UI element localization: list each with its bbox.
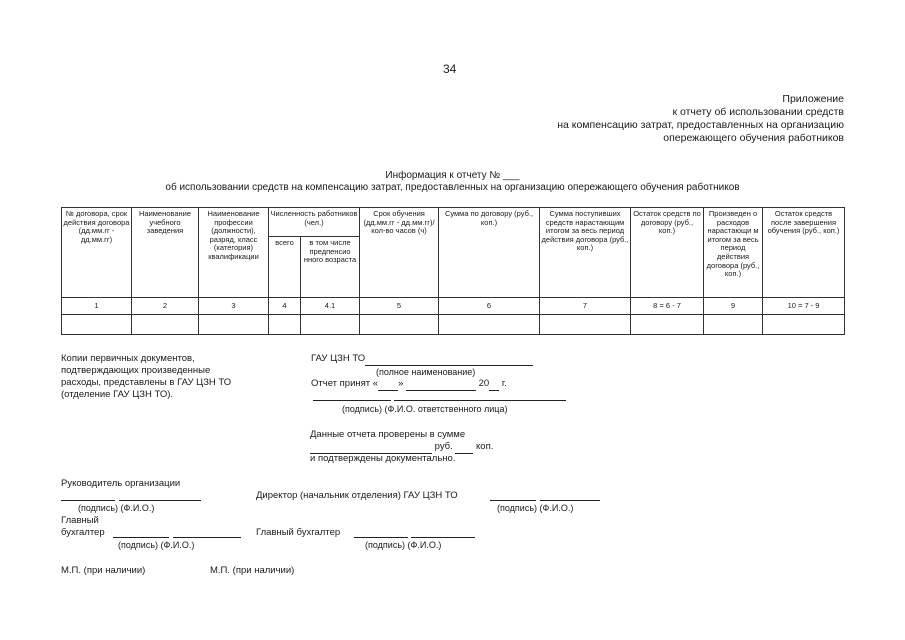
header-final-balance: Остаток средств после завершения обучения (руб., коп.): [763, 208, 845, 298]
chief-right-caption: (подпись) (Ф.И.О.): [365, 540, 442, 550]
responsible-name-field[interactable]: [394, 400, 566, 401]
head-org-name-field[interactable]: [119, 500, 201, 501]
director-name-field[interactable]: [540, 500, 600, 501]
column-number: 10 = 7 - 9: [763, 298, 845, 315]
documents-note: [61, 353, 231, 401]
head-org-caption: (подпись) (Ф.И.О.): [78, 503, 155, 513]
chief-accountant-right-label: Главный бухгалтер: [256, 527, 341, 538]
empty-cell[interactable]: [132, 315, 199, 335]
accepted-year-suffix: г.: [499, 378, 507, 389]
stamp-place-right: М.П. (при наличии): [210, 565, 295, 576]
header-institution: Наименование учебного заведения: [132, 208, 199, 298]
report-table: [61, 207, 845, 335]
header-employees-total: всего: [269, 237, 301, 298]
full-name-caption: (полное наименование): [376, 367, 476, 377]
appendix-line-2: к отчету об использовании средств: [672, 106, 844, 118]
header-expenses: Произведен о расходов нарастающи м итогом за весь период действия договора (руб., коп.): [704, 208, 763, 298]
column-number: 6: [439, 298, 540, 315]
appendix-block: [557, 93, 844, 145]
chief-left-signature-field[interactable]: [113, 537, 169, 538]
head-org-signature-field[interactable]: [61, 500, 115, 501]
responsible-caption: (подпись) (Ф.И.О. ответственного лица): [342, 404, 508, 414]
header-training-period: Срок обучения (дд.мм.гг - дд.мм.гг)/кол-во часов (ч): [360, 208, 439, 298]
gau-name-field[interactable]: [365, 353, 533, 366]
empty-cell[interactable]: [540, 315, 631, 335]
empty-cell[interactable]: [199, 315, 269, 335]
header-contract-sum: Сумма по договору (руб., коп.): [439, 208, 540, 298]
empty-cell[interactable]: [301, 315, 360, 335]
director-label: Директор (начальник отделения) ГАУ ЦЗН ТО: [256, 490, 458, 501]
gau-label: ГАУ ЦЗН ТО: [311, 353, 366, 364]
chief-left-caption: (подпись) (Ф.И.О.): [118, 540, 195, 550]
column-number: 5: [360, 298, 439, 315]
title-line-2: об использовании средств на компенсацию затрат, предоставленных на организацию опережающего обучения работников: [165, 182, 740, 193]
accepted-prefix: Отчет принят «: [311, 378, 379, 389]
documents-note-line-3: расходы, представлены в ГАУ ЦЗН ТО: [61, 377, 232, 388]
empty-cell[interactable]: [439, 315, 540, 335]
column-number: 4.1: [301, 298, 360, 315]
director-signature-field[interactable]: [490, 500, 536, 501]
header-profession: Наименование профессии (должности), разряд, класс (категория) квалификации: [199, 208, 269, 298]
appendix-line-4: опережающего обучения работников: [663, 132, 844, 144]
page-number: 34: [443, 62, 457, 76]
column-number: 9: [704, 298, 763, 315]
chief-left-name-field[interactable]: [173, 537, 241, 538]
column-number: 8 = 6 - 7: [631, 298, 704, 315]
chief-accountant-left-label: [61, 515, 105, 539]
director-caption: (подпись) (Ф.И.О.): [497, 503, 574, 513]
kop-label: коп.: [473, 441, 494, 452]
chief-right-signature-field[interactable]: [354, 537, 408, 538]
confirmed-line: и подтверждены документально.: [310, 453, 456, 464]
header-employees-preretirement: в том числе предпенсио нного возраста: [301, 237, 360, 298]
chief-right-name-field[interactable]: [411, 537, 475, 538]
column-number: 1: [62, 298, 132, 315]
documents-note-line-2: подтверждающих произведенные: [61, 365, 211, 376]
appendix-line-1: Приложение: [782, 93, 844, 105]
documents-note-line-4: (отделение ГАУ ЦЗН ТО).: [61, 389, 174, 400]
accepted-quote: »: [398, 378, 404, 389]
accepted-year-prefix: 20: [478, 378, 490, 389]
chief-label-line-2: бухгалтер: [61, 527, 105, 538]
title-line-1: Информация к отчету № ___: [385, 170, 520, 181]
empty-cell[interactable]: [763, 315, 845, 335]
empty-cell[interactable]: [62, 315, 132, 335]
chief-label-line-1: Главный: [61, 515, 99, 526]
empty-cell[interactable]: [269, 315, 301, 335]
empty-cell[interactable]: [360, 315, 439, 335]
accepted-day-field[interactable]: [378, 378, 398, 391]
header-contract-balance: Остаток средств по договору (руб., коп.): [631, 208, 704, 298]
head-org-label: Руководитель организации: [61, 478, 181, 489]
header-contract: № договора, срок действия договора (дд.мм.гг - дд.мм.гг): [62, 208, 132, 298]
rub-label: руб.: [432, 441, 456, 452]
responsible-signature-field[interactable]: [313, 400, 391, 401]
gau-name-line: [311, 353, 533, 366]
report-accepted-line: [311, 378, 507, 391]
column-number: 7: [540, 298, 631, 315]
header-received-funds: Сумма поступивших средств нарастающим итогом за весь период действия договора (руб., коп.): [540, 208, 631, 298]
documents-note-line-1: Копии первичных документов,: [61, 353, 195, 364]
empty-cell[interactable]: [704, 315, 763, 335]
stamp-place-left: М.П. (при наличии): [61, 565, 146, 576]
checked-kop-field[interactable]: [455, 441, 473, 454]
column-number: 2: [132, 298, 199, 315]
accepted-year-field[interactable]: [489, 378, 499, 391]
column-number: 4: [269, 298, 301, 315]
document-title: [0, 170, 905, 194]
header-employees: Численность работников (чел.): [269, 208, 360, 237]
accepted-month-field[interactable]: [406, 378, 476, 391]
checked-line: Данные отчета проверены в сумме: [310, 429, 466, 440]
column-number: 3: [199, 298, 269, 315]
appendix-line-3: на компенсацию затрат, предоставленных на организацию: [557, 119, 844, 131]
empty-cell[interactable]: [631, 315, 704, 335]
